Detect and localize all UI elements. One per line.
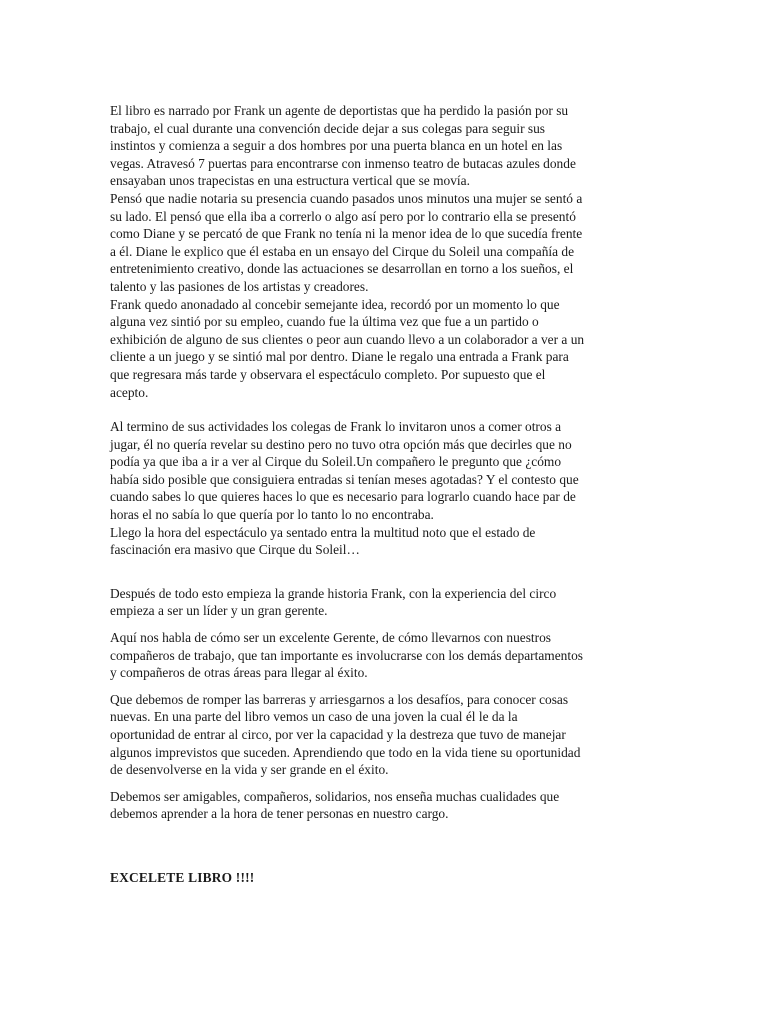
text-line: Aquí nos habla de cómo ser un excelente Gerente, de cómo llevarnos con nuestros (110, 630, 552, 646)
text-line: jugar, él no quería revelar su destino pero no tuvo otra opción más que decirles que no (110, 436, 572, 452)
paragraph-6 (110, 585, 662, 620)
text-line: podía ya que iba a ir a ver al Cirque du Soleil.Un compañero le pregunto que ¿cómo (110, 454, 562, 470)
text-line: acepto. (110, 384, 149, 400)
text-line: Debemos ser amigables, compañeros, solidarios, nos enseña muchas cualidades que (110, 788, 560, 804)
text-line: y compañeros de otras áreas para llegar al éxito. (110, 665, 368, 681)
paragraph-5 (110, 524, 662, 559)
text-line: fascinación era masivo que Cirque du Soleil… (110, 542, 360, 558)
text-line: entretenimiento creativo, donde las actuaciones se desarrollan en torno a los sueños, el (110, 261, 574, 277)
text-line: El libro es narrado por Frank un agente de deportistas que ha perdido la pasión por su (110, 103, 569, 118)
text-line: vegas. Atravesó 7 puertas para encontrarse con inmenso teatro de butacas azules donde (110, 155, 576, 171)
text-line: oportunidad de entrar al circo, por ver la capacidad y la destreza que tuvo de manejar (110, 727, 566, 742)
text-line: Pensó que nadie notaria su presencia cuando pasados unos minutos una mujer se sentó a (110, 190, 583, 206)
text-line: cliente a un juego y se sintió mal por dentro. Diane le regalo una entrada a Frank para (110, 349, 569, 365)
paragraph-1 (110, 102, 662, 190)
text-line: ensayaban unos trapecistas en una estructura vertical que se movía. (110, 173, 470, 189)
text-line: horas el no sabía lo que quería por lo tanto lo no encontraba. (110, 507, 434, 523)
text-line: Después de todo esto empieza la grande historia Frank, con la experiencia del circo (110, 585, 557, 601)
text-line: Frank quedo anonadado al concebir semejante idea, recordó por un momento lo que (110, 296, 560, 312)
paragraph-spacer (110, 823, 662, 869)
paragraph-spacer (110, 682, 662, 691)
text-line: talento y las pasiones de los artistas y creadores. (110, 278, 369, 294)
text-line: algunos imprevistos que suceden. Aprendiendo que todo en la vida tiene su oportunidad (110, 744, 581, 760)
text-line: exhibición de alguno de sus clientes o peor aun cuando llevo a un colaborador a ver a un (110, 331, 585, 347)
text-line: compañeros de trabajo, que tan importante es involucrarse con los demás departamentos (110, 647, 583, 663)
paragraph-7 (110, 629, 662, 682)
paragraph-2 (110, 190, 662, 296)
document-body (110, 102, 662, 887)
paragraph-spacer (110, 401, 662, 418)
text-line: debemos aprender a la hora de tener personas en nuestro cargo. (110, 806, 449, 822)
text-line: como Diane y se percató de que Frank no tenía ni la menor idea de lo que sucedía frente (110, 226, 583, 242)
closing-statement (110, 869, 662, 887)
closing-text: EXCELETE LIBRO !!!! (110, 869, 255, 885)
paragraph-3 (110, 296, 662, 402)
text-line: empieza a ser un líder y un gran gerente. (110, 603, 328, 619)
text-line: Que debemos de romper las barreras y arriesgarnos a los desafíos, para conocer cosas (110, 691, 569, 707)
text-line: a él. Diane le explico que él estaba en un ensayo del Cirque du Soleil una compañía de (110, 243, 575, 259)
text-line: cuando sabes lo que quieres haces lo que es necesario para lograrlo cuando hace par de (110, 489, 576, 505)
paragraph-spacer (110, 779, 662, 788)
text-line: nuevas. En una parte del libro vemos un caso de una joven la cual él le da la (110, 709, 518, 725)
text-line: trabajo, el cual durante una convención decide dejar a sus colegas para seguir sus (110, 120, 546, 136)
text-line: alguna vez sintió por su empleo, cuando fue la última vez que fue a un partido o (110, 314, 539, 330)
paragraph-4 (110, 418, 662, 524)
paragraph-8 (110, 691, 662, 779)
paragraph-9 (110, 788, 662, 823)
text-line: que regresara más tarde y observara el espectáculo completo. Por supuesto que el (110, 366, 546, 382)
text-line: de desenvolverse en la vida y ser grande en el éxito. (110, 762, 389, 778)
paragraph-spacer (110, 559, 662, 576)
text-line: instintos y comienza a seguir a dos hombres por una puerta blanca en un hotel en las (110, 138, 563, 154)
paragraph-spacer (110, 576, 662, 585)
text-line: su lado. El pensó que ella iba a correrlo o algo así pero por lo contrario ella se presentó (110, 208, 576, 224)
text-line: Al termino de sus actividades los colegas de Frank lo invitaron unos a comer otros a (110, 419, 562, 435)
text-line: Llego la hora del espectáculo ya sentado entra la multitud noto que el estado de (110, 524, 536, 540)
paragraph-spacer (110, 620, 662, 629)
text-line: había sido posible que consiguiera entradas si tenían meses agotadas? Y el contesto que (110, 471, 579, 487)
